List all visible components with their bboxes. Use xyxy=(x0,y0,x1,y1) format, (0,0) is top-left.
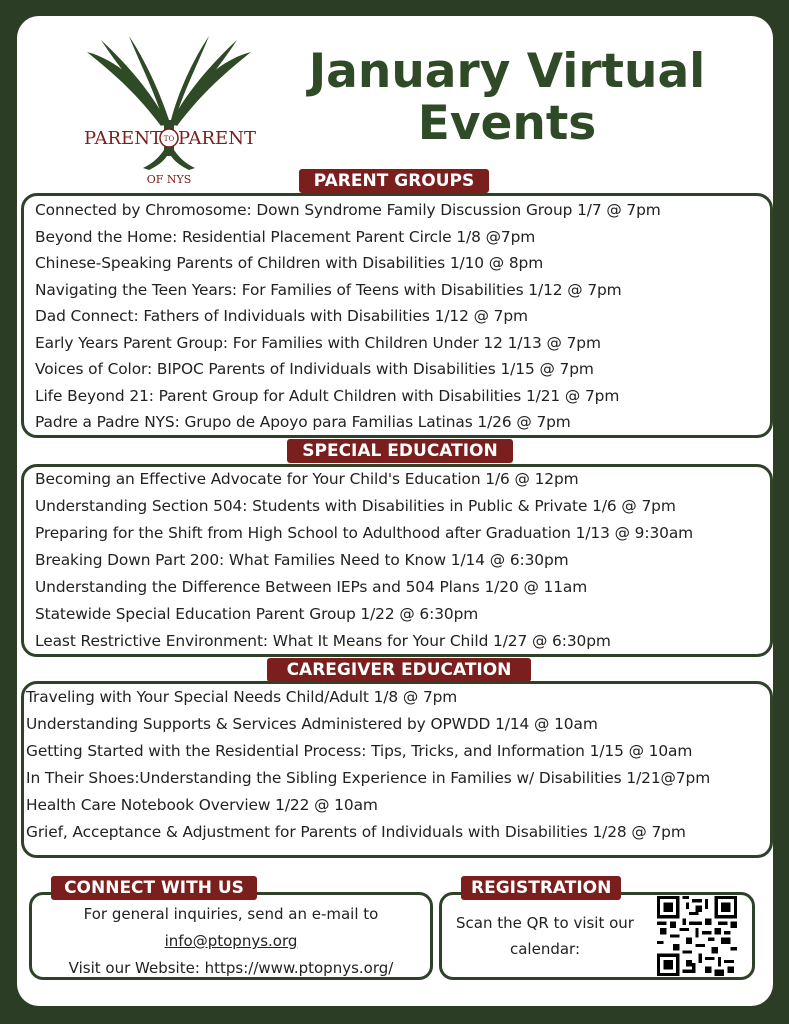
special-education-event: Least Restrictive Environment: What It Means for Your Child 1/27 @ 6:30pm xyxy=(35,632,611,650)
flyer-page xyxy=(17,16,773,1006)
page-title xyxy=(272,46,742,150)
caregiver-education-event: Getting Started with the Residential Process: Tips, Tricks, and Information 1/15 @ 10am xyxy=(26,742,693,760)
logo-right-text: PARENT xyxy=(178,128,256,149)
parent-group-event: Early Years Parent Group: For Families with Children Under 12 1/13 @ 7pm xyxy=(35,333,601,352)
caregiver-education-event: Traveling with Your Special Needs Child/Adult 1/8 @ 7pm xyxy=(26,688,458,706)
connect-line-1: For general inquiries, send an e-mail to xyxy=(83,905,379,923)
parent-to-parent-logo xyxy=(79,30,259,190)
parent-group-event: Navigating the Teen Years: For Families of Teens with Disabilities 1/12 @ 7pm xyxy=(35,280,622,299)
registration-label: REGISTRATION xyxy=(461,876,621,900)
title-line-1: January Virtual xyxy=(308,44,706,99)
parent-group-event: Voices of Color: BIPOC Parents of Individuals with Disabilities 1/15 @ 7pm xyxy=(35,360,594,378)
parent-group-event: Padre a Padre NYS: Grupo de Apoyo para Familias Latinas 1/26 @ 7pm xyxy=(35,413,571,431)
caregiver-education-event: Health Care Notebook Overview 1/22 @ 10am xyxy=(26,796,378,814)
qr-code-icon[interactable] xyxy=(657,896,737,976)
title-line-2: Events xyxy=(417,96,597,151)
caregiver-education-event: In Their Shoes:Understanding the Sibling Experience in Families w/ Disabilities 1/21@7pm xyxy=(26,769,711,787)
logo-left-text: PARENT xyxy=(84,128,162,149)
special-education-event: Understanding the Difference Between IEPs and 504 Plans 1/20 @ 11am xyxy=(35,578,588,596)
caregiver-education-event: Understanding Supports & Services Administered by OPWDD 1/14 @ 10am xyxy=(26,715,598,733)
parent-groups-label: PARENT GROUPS xyxy=(299,169,489,193)
registration-line-1: Scan the QR to visit our xyxy=(456,914,634,932)
parent-group-event: Dad Connect: Fathers of Individuals with Disabilities 1/12 @ 7pm xyxy=(35,307,528,325)
logo-sub-text: OF NYS xyxy=(146,173,192,186)
logo-center-text: TO xyxy=(163,135,175,143)
parent-group-event: Life Beyond 21: Parent Group for Adult Children with Disabilities 1/21 @ 7pm xyxy=(35,386,620,405)
caregiver-education-label: CAREGIVER EDUCATION xyxy=(267,658,531,682)
caregiver-education-event: Grief, Acceptance & Adjustment for Parents of Individuals with Disabilities 1/28 @ 7pm xyxy=(26,823,686,841)
registration-line-2: calendar: xyxy=(509,940,580,958)
parent-group-event: Chinese-Speaking Parents of Children with Disabilities 1/10 @ 8pm xyxy=(35,254,544,272)
special-education-event: Understanding Section 504: Students with Disabilities in Public & Private 1/6 @ 7pm xyxy=(35,497,676,515)
special-education-event: Becoming an Effective Advocate for Your Child's Education 1/6 @ 12pm xyxy=(35,470,579,488)
connect-email-link[interactable]: info@ptopnys.org xyxy=(164,932,298,950)
special-education-event: Preparing for the Shift from High School to Adulthood after Graduation 1/13 @ 9:30am xyxy=(35,524,694,542)
parent-group-event: Connected by Chromosome: Down Syndrome Family Discussion Group 1/7 @ 7pm xyxy=(35,201,661,219)
special-education-event: Breaking Down Part 200: What Families Need to Know 1/14 @ 6:30pm xyxy=(35,551,569,569)
parent-group-event: Beyond the Home: Residential Placement Parent Circle 1/8 @7pm xyxy=(35,227,536,246)
special-education-label: SPECIAL EDUCATION xyxy=(287,439,513,463)
special-education-event: Statewide Special Education Parent Group 1/22 @ 6:30pm xyxy=(35,605,479,623)
connect-website[interactable]: Visit our Website: https://www.ptopnys.org/ xyxy=(68,959,394,977)
connect-label: CONNECT WITH US xyxy=(51,876,257,900)
